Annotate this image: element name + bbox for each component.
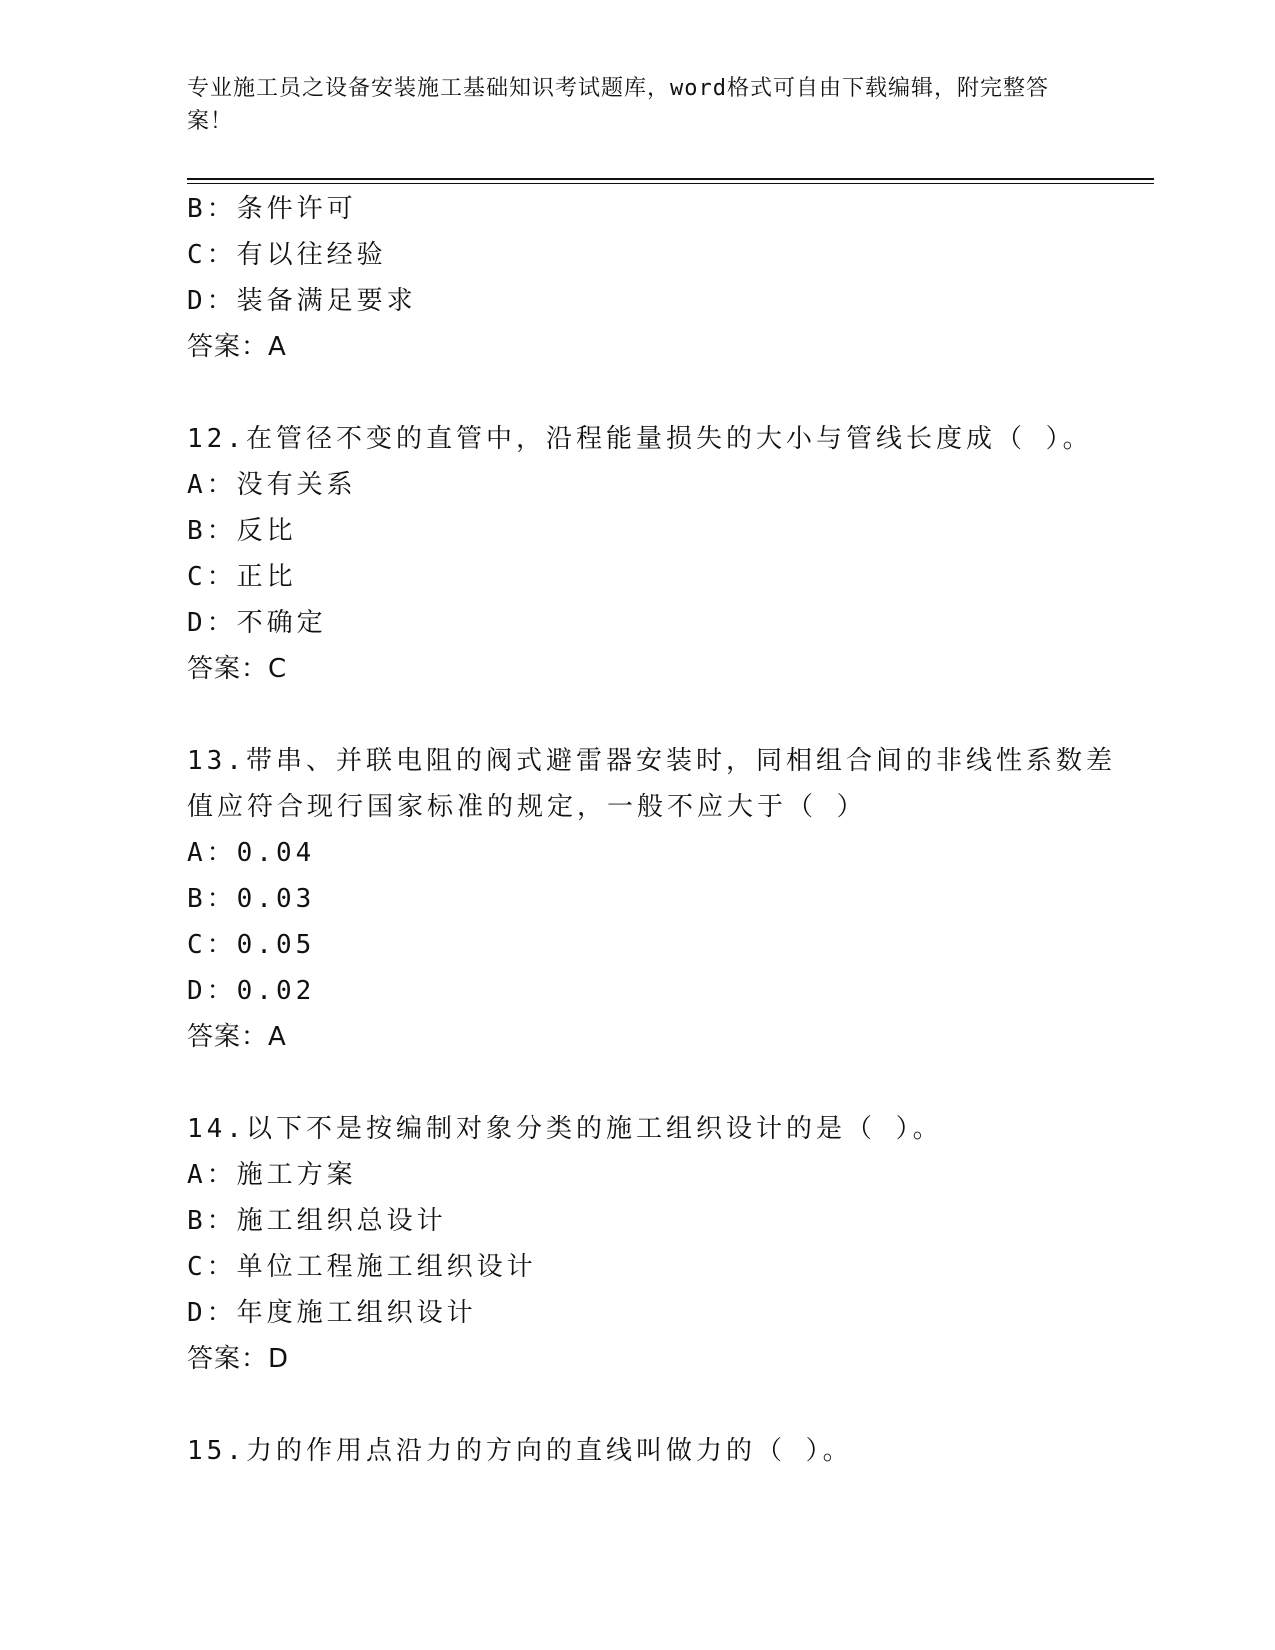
option-d: D：0.02 <box>187 976 316 1006</box>
answer: 答案：A <box>187 1022 287 1052</box>
question-11 <box>187 186 1087 370</box>
spacer <box>187 692 1087 738</box>
question-text-line-2: 值应符合现行国家标准的规定，一般不应大于（ ） <box>187 792 867 822</box>
answer: 答案：A <box>187 332 287 362</box>
spacer <box>187 370 1087 416</box>
option-b: B：0.03 <box>187 884 316 914</box>
question-13 <box>187 738 1116 1060</box>
option-c: C：0.05 <box>187 930 316 960</box>
option-c: C：正比 <box>187 562 297 592</box>
option-b: B：反比 <box>187 516 297 546</box>
header-rule-thin <box>187 183 1154 184</box>
question-15 <box>187 1428 1087 1474</box>
option-a: A：施工方案 <box>187 1160 357 1190</box>
option-c: C：单位工程施工组织设计 <box>187 1252 537 1282</box>
spacer <box>187 1382 1087 1428</box>
answer: 答案：C <box>187 654 288 684</box>
question-text: 12.在管径不变的直管中，沿程能量损失的大小与管线长度成（ ）。 <box>187 424 1093 454</box>
question-text-line-1: 13.带串、并联电阻的阀式避雷器安装时，同相组合间的非线性系数差 <box>187 746 1116 776</box>
answer: 答案：D <box>187 1344 290 1374</box>
option-b: B：施工组织总设计 <box>187 1206 447 1236</box>
question-text: 15.力的作用点沿力的方向的直线叫做力的（ ）。 <box>187 1436 853 1466</box>
option-d: D：装备满足要求 <box>187 286 417 316</box>
option-a: A：0.04 <box>187 838 316 868</box>
option-d: D：不确定 <box>187 608 327 638</box>
spacer <box>187 1060 1087 1106</box>
question-text: 14.以下不是按编制对象分类的施工组织设计的是（ ）。 <box>187 1114 943 1144</box>
question-14 <box>187 1106 1087 1382</box>
document-header <box>187 72 1067 138</box>
header-title: 专业施工员之设备安装施工基础知识考试题库，word格式可自由下载编辑，附完整答案！ <box>187 76 1049 134</box>
header-rule-thick <box>187 178 1154 180</box>
option-c: C：有以往经验 <box>187 240 387 270</box>
question-12 <box>187 416 1093 692</box>
option-d: D：年度施工组织设计 <box>187 1298 477 1328</box>
question-list <box>187 186 1116 1474</box>
option-b: B：条件许可 <box>187 194 357 224</box>
option-a: A：没有关系 <box>187 470 357 500</box>
